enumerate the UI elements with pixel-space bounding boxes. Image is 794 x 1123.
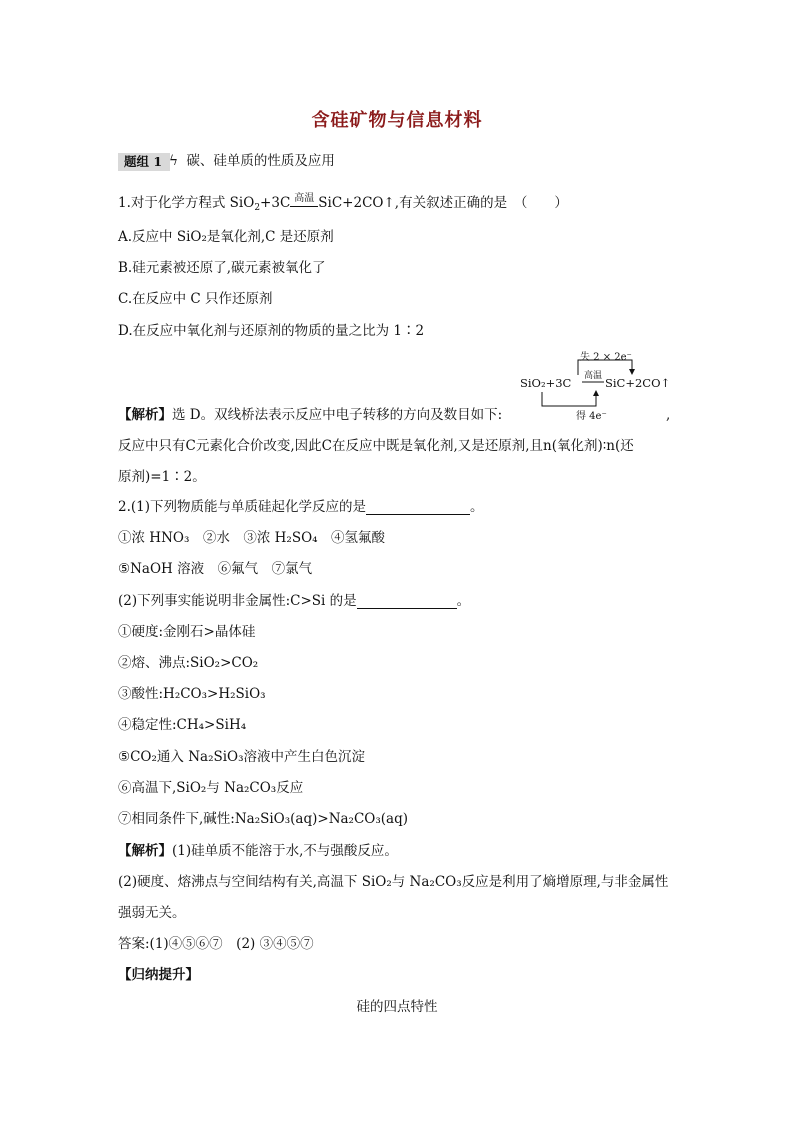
lose-electron-label: 失 2 × 2e⁻ [580, 352, 632, 363]
analysis-1-line-1-end: , [666, 407, 671, 423]
reaction-condition: 高温 [290, 194, 318, 213]
analysis-2-line-1: 【解析】(1)硅单质不能溶于水,不与强酸反应。 [118, 843, 398, 859]
analysis-2-line-3: 强弱无关。 [118, 905, 186, 921]
answer-line: 答案:(1)④⑤⑥⑦ (2) ③④⑤⑦ [118, 936, 314, 952]
option-c: C.在反应中 C 只作还原剂 [118, 291, 273, 307]
option-a: A.反应中 SiO₂是氧化剂,C 是还原剂 [118, 229, 334, 245]
page-title: 含硅矿物与信息材料 [311, 110, 483, 131]
fact-4: ④稳定性:CH₄>SiH₄ [118, 717, 247, 733]
question-2-part-1: 2.(1)下列物质能与单质硅起化学反应的是 。 [118, 499, 484, 515]
gain-electron-label: 得 4e⁻ [576, 411, 607, 422]
analysis-2-line-2: (2)硬度、熔沸点与空间结构有关,高温下 SiO₂与 Na₂CO₃反应是利用了熵增原理,与非金属性 [118, 874, 669, 890]
fact-7: ⑦相同条件下,碱性:Na₂SiO₃(aq)>Na₂CO₃(aq) [118, 811, 408, 827]
fact-2: ②熔、沸点:SiO₂>CO₂ [118, 655, 259, 671]
answer-blank-2[interactable] [357, 594, 457, 609]
analysis-1-line-3: 原剂)=1∶2。 [118, 469, 206, 485]
summary-title: 硅的四点特性 [356, 999, 438, 1015]
question-1-stem: 1.对于化学方程式 SiO$_2$+3C 高温 SiC+2CO↑,有关叙述正确的是 （ ） [118, 193, 568, 213]
group-label: 碳、硅单质的性质及应用 [186, 153, 335, 169]
zigzag-icon: ϟ [168, 152, 179, 169]
question-2-part-2: (2)下列事实能说明非金属性:C>Si 的是 。 [118, 593, 471, 609]
analysis-1-line-2: 反应中只有C元素化合价改变,因此C在反应中既是氧化剂,又是还原剂,且n(氧化剂)∶n(还 [118, 438, 634, 454]
fact-5: ⑤CO₂通入 Na₂SiO₃溶液中产生白色沉淀 [118, 749, 366, 765]
fact-1: ①硬度:金刚石>晶体硅 [118, 624, 256, 640]
fact-3: ③酸性:H₂CO₃>H₂SiO₃ [118, 686, 266, 702]
diagram-condition: 高温 [584, 371, 603, 381]
q2-substances-row-1: ①浓 HNO₃ ②水 ③浓 H₂SO₄ ④氢氟酸 [118, 530, 386, 546]
diagram-reactants: SiO₂+3C [520, 376, 572, 390]
option-d: D.在反应中氧化剂与还原剂的物质的量之比为 1∶2 [118, 323, 425, 339]
analysis-1-line-1: 【解析】选 D。双线桥法表示反应中电子转移的方向及数目如下: [118, 407, 503, 423]
option-b: B.硅元素被还原了,碳元素被氧化了 [118, 260, 326, 276]
summary-tag: 【归纳提升】 [118, 967, 199, 983]
question-group-header [118, 151, 335, 171]
answer-blank-1[interactable] [366, 500, 470, 515]
group-badge: 题组 1 ϟ [118, 153, 170, 171]
fact-6: ⑥高温下,SiO₂与 Na₂CO₃反应 [118, 780, 304, 796]
q2-substances-row-2: ⑤NaOH 溶液 ⑥氟气 ⑦氯气 [118, 561, 313, 577]
diagram-products: SiC+2CO↑ [605, 376, 671, 390]
